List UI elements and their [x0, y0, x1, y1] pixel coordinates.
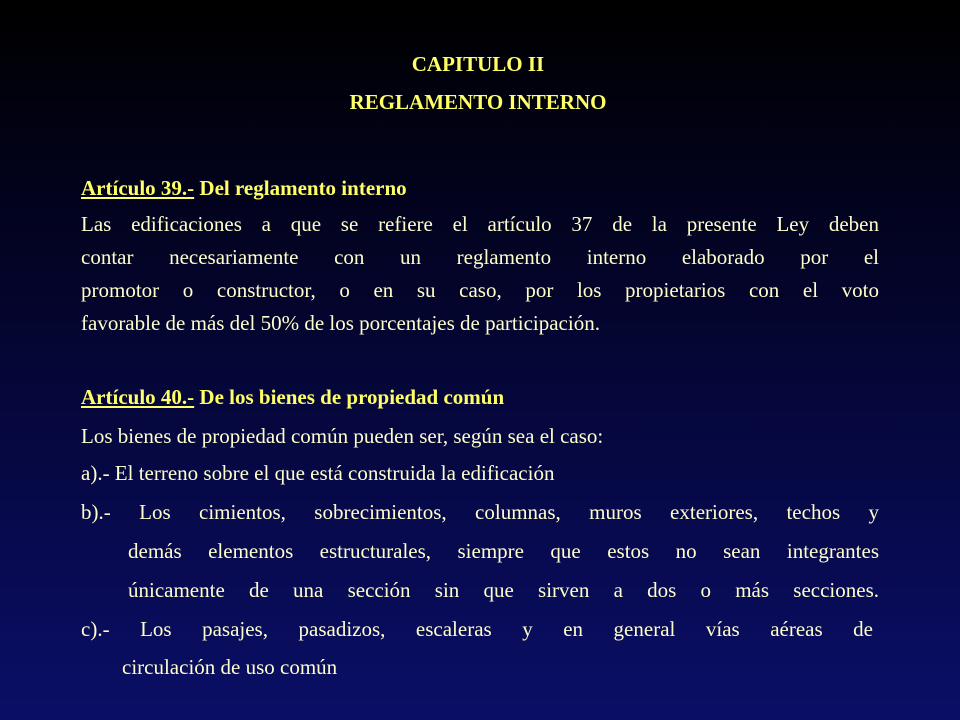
article-40-title: [81, 385, 504, 410]
article-40-intro: Los bienes de propiedad común pueden ser, según sea el caso:: [81, 424, 604, 448]
article-39-title: [81, 176, 407, 201]
article-39-heading: Del reglamento interno: [194, 176, 407, 200]
article-39-line-2: contar necesariamente con un reglamento interno elaborado por el: [81, 245, 879, 269]
article-39-number: Artículo 39.-: [81, 176, 195, 200]
article-39-line-1: Las edificaciones a que se refiere el artículo 37 de la presente Ley deben: [81, 212, 879, 236]
item-b-line-3: únicamente de una sección sin que sirven a dos o más secciones.: [128, 578, 879, 602]
item-b-line-1: b).- Los cimientos, sobrecimientos, columnas, muros exteriores, techos y: [81, 500, 879, 524]
article-39-line-3: promotor o constructor, o en su caso, por los propietarios con el voto: [81, 278, 879, 302]
article-40-number: Artículo 40.-: [81, 385, 195, 409]
chapter-subtitle: REGLAMENTO INTERNO: [349, 90, 607, 114]
item-b-line-2: demás elementos estructurales, siempre que estos no sean integrantes: [128, 539, 879, 563]
item-a: a).- El terreno sobre el que está construida la edificación: [81, 461, 555, 485]
article-39-line-4: favorable de más del 50% de los porcentajes de participación.: [81, 311, 600, 335]
item-c-line-2: circulación de uso común: [122, 655, 338, 679]
item-c-line-1: c).- Los pasajes, pasadizos, escaleras y en general vías aéreas de: [81, 617, 873, 641]
article-40-heading: De los bienes de propiedad común: [194, 385, 505, 409]
chapter-title: CAPITULO II: [411, 52, 545, 76]
